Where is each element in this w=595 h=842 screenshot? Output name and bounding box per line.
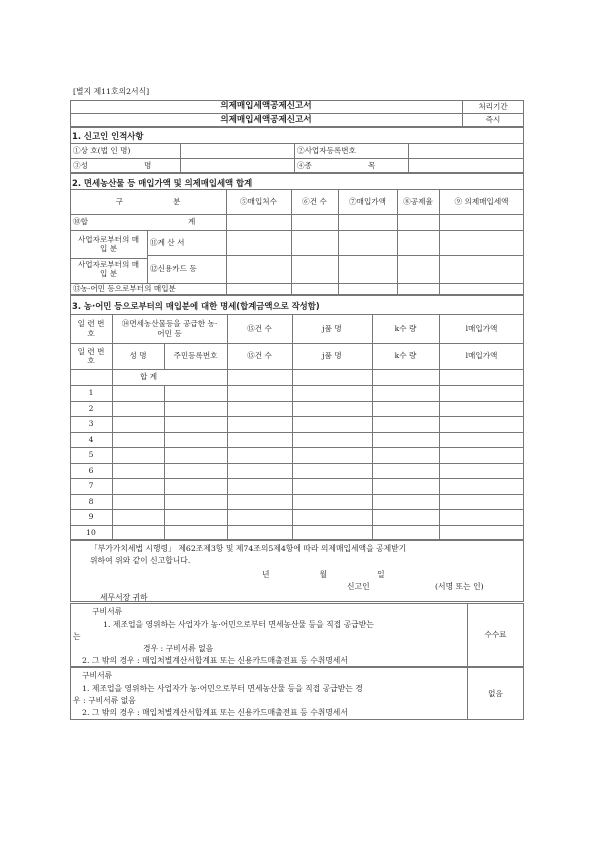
business-number-label: ②사업자등록번호 — [297, 145, 356, 155]
form-title-repeat: 의제매입세액공제신고서 — [220, 114, 312, 125]
detail-head-item: j품 명 — [322, 323, 342, 333]
documents-1-title: 구비서류 — [92, 607, 123, 616]
owner-name-field[interactable] — [183, 158, 293, 173]
processing-period-label: 처리기간 — [478, 101, 508, 111]
summary-head-rate: ⑧공제율 — [403, 196, 433, 206]
detail-row-number: 3 — [88, 419, 94, 428]
summary-row-farmer: ⑬농·어민 등으로부터의 매입분 — [73, 284, 176, 294]
section-1-title: 1. 신고인 인적사항 — [72, 131, 144, 141]
documents-1-line-2: 경우 : 구비서류 없음 — [143, 644, 214, 653]
owner-name-label: ③성 명 — [73, 160, 152, 170]
detail-head2-id: 주민등록번호 — [173, 351, 218, 361]
documents-2-title: 구비서류 — [82, 671, 113, 680]
detail-head-amount: l매입가액 — [465, 323, 498, 333]
documents-1-line-1: 1. 제조업을 영위하는 사업자가 농·어민으로부터 면세농산물 등을 직접 공급받는 — [103, 620, 374, 629]
summary-row-invoice: ⑪계 산 서 — [150, 237, 185, 247]
summary-head-sellers: ⑤매입처수 — [240, 196, 277, 206]
business-item-label: ④종 목 — [297, 160, 376, 170]
fee-value: 없음 — [488, 688, 503, 698]
detail-head-count: ⑮건 수 — [247, 323, 272, 333]
summary-row-total: ⑩합 계 — [73, 217, 196, 227]
detail-head2-qty: k수 량 — [394, 351, 417, 361]
detail-head2-amount: l매입가액 — [465, 351, 498, 361]
detail-head2-name: 성 명 — [129, 351, 147, 361]
detail-row-number: 9 — [88, 512, 94, 521]
detail-row-number: 1 — [88, 388, 94, 397]
detail-row-number: 2 — [88, 403, 94, 413]
documents-2-line-3: 2. 그 밖의 경우 : 매입처별계산서합계표 또는 신용카드매출전표 등 수취명세서 — [82, 708, 348, 717]
summary-head-count: ⑥건 수 — [302, 196, 327, 206]
detail-total-row: 합 계 — [139, 372, 158, 382]
detail-row-number: 4 — [88, 434, 94, 444]
detail-head2-count: ⑮건 수 — [247, 351, 272, 361]
form-tag: [별지 제11호의2서식] — [73, 87, 150, 96]
detail-head-qty: k수 량 — [394, 323, 417, 333]
summary-row-card: ⑫신용카드 등 — [150, 264, 197, 274]
detail-row-number: 10 — [86, 527, 96, 537]
detail-head2-item: j품 명 — [322, 351, 342, 361]
declarant-label: 신고인 — [347, 582, 370, 591]
detail-row-number: 7 — [88, 481, 94, 490]
addressee: 세무서장 귀하 — [100, 593, 148, 602]
company-name-field[interactable] — [183, 143, 293, 158]
declaration-line-2: 위하여 위와 같이 신고합니다. — [90, 556, 191, 565]
signature-note: (서명 또는 인) — [435, 582, 484, 591]
declaration-date: 년 월 일 — [262, 570, 385, 579]
detail-head2-seq: 일 련 번 호 — [77, 346, 105, 365]
summary-row-business-invoice: 사업자로부터의 매 입 분 — [77, 234, 140, 253]
detail-row-number: 6 — [88, 465, 94, 475]
documents-1-line-1b: 는 — [73, 632, 81, 641]
detail-row-number: 8 — [88, 496, 94, 506]
documents-2-line-2: 우 : 구비서류 없음 — [73, 696, 136, 705]
processing-period-value: 즉시 — [485, 115, 501, 125]
summary-head-category: 구 분 — [115, 196, 181, 206]
documents-1-line-3: 2. 그 밖의 경우 : 매입처별계산서합계표 또는 신용카드매출전표 등 수취명세서 — [82, 656, 348, 665]
section-3-title: 3. 농·어민 등으로부터의 매입분에 대한 명세(합계금액으로 작성함) — [72, 301, 320, 311]
business-item-field[interactable] — [411, 158, 521, 173]
summary-head-tax: ⑨ 의제매입세액 — [454, 196, 509, 206]
summary-head-amount: ⑦매입가액 — [349, 196, 386, 206]
section-2-title: 2. 면세농산물 등 매입가액 및 의제매입세액 합계 — [72, 178, 253, 188]
fee-label: 수수료 — [484, 630, 507, 640]
business-number-field[interactable] — [411, 143, 521, 158]
summary-row-business-card: 사업자로부터의 매 입 분 — [77, 259, 140, 278]
detail-head-supplier: ⑭면세농산물등을 공급한 농·어민 등 — [121, 319, 218, 338]
form-title: 의제매입세액공제신고서 — [220, 101, 312, 112]
declaration-line-1: 「부가가치세법 시행령」 제62조제3항 및 제74조의5제4항에 따라 의제매입세액을 공제받기 — [90, 544, 407, 553]
company-name-label: ①상 호(법 인 명) — [73, 145, 131, 155]
detail-head-seq: 일 련 번 호 — [77, 319, 105, 338]
detail-row-number: 5 — [88, 450, 94, 459]
documents-2-line-1: 1. 제조업을 영위하는 사업자가 농·어민으로부터 면세농산물 등을 직접 공급받는 경 — [82, 684, 363, 693]
